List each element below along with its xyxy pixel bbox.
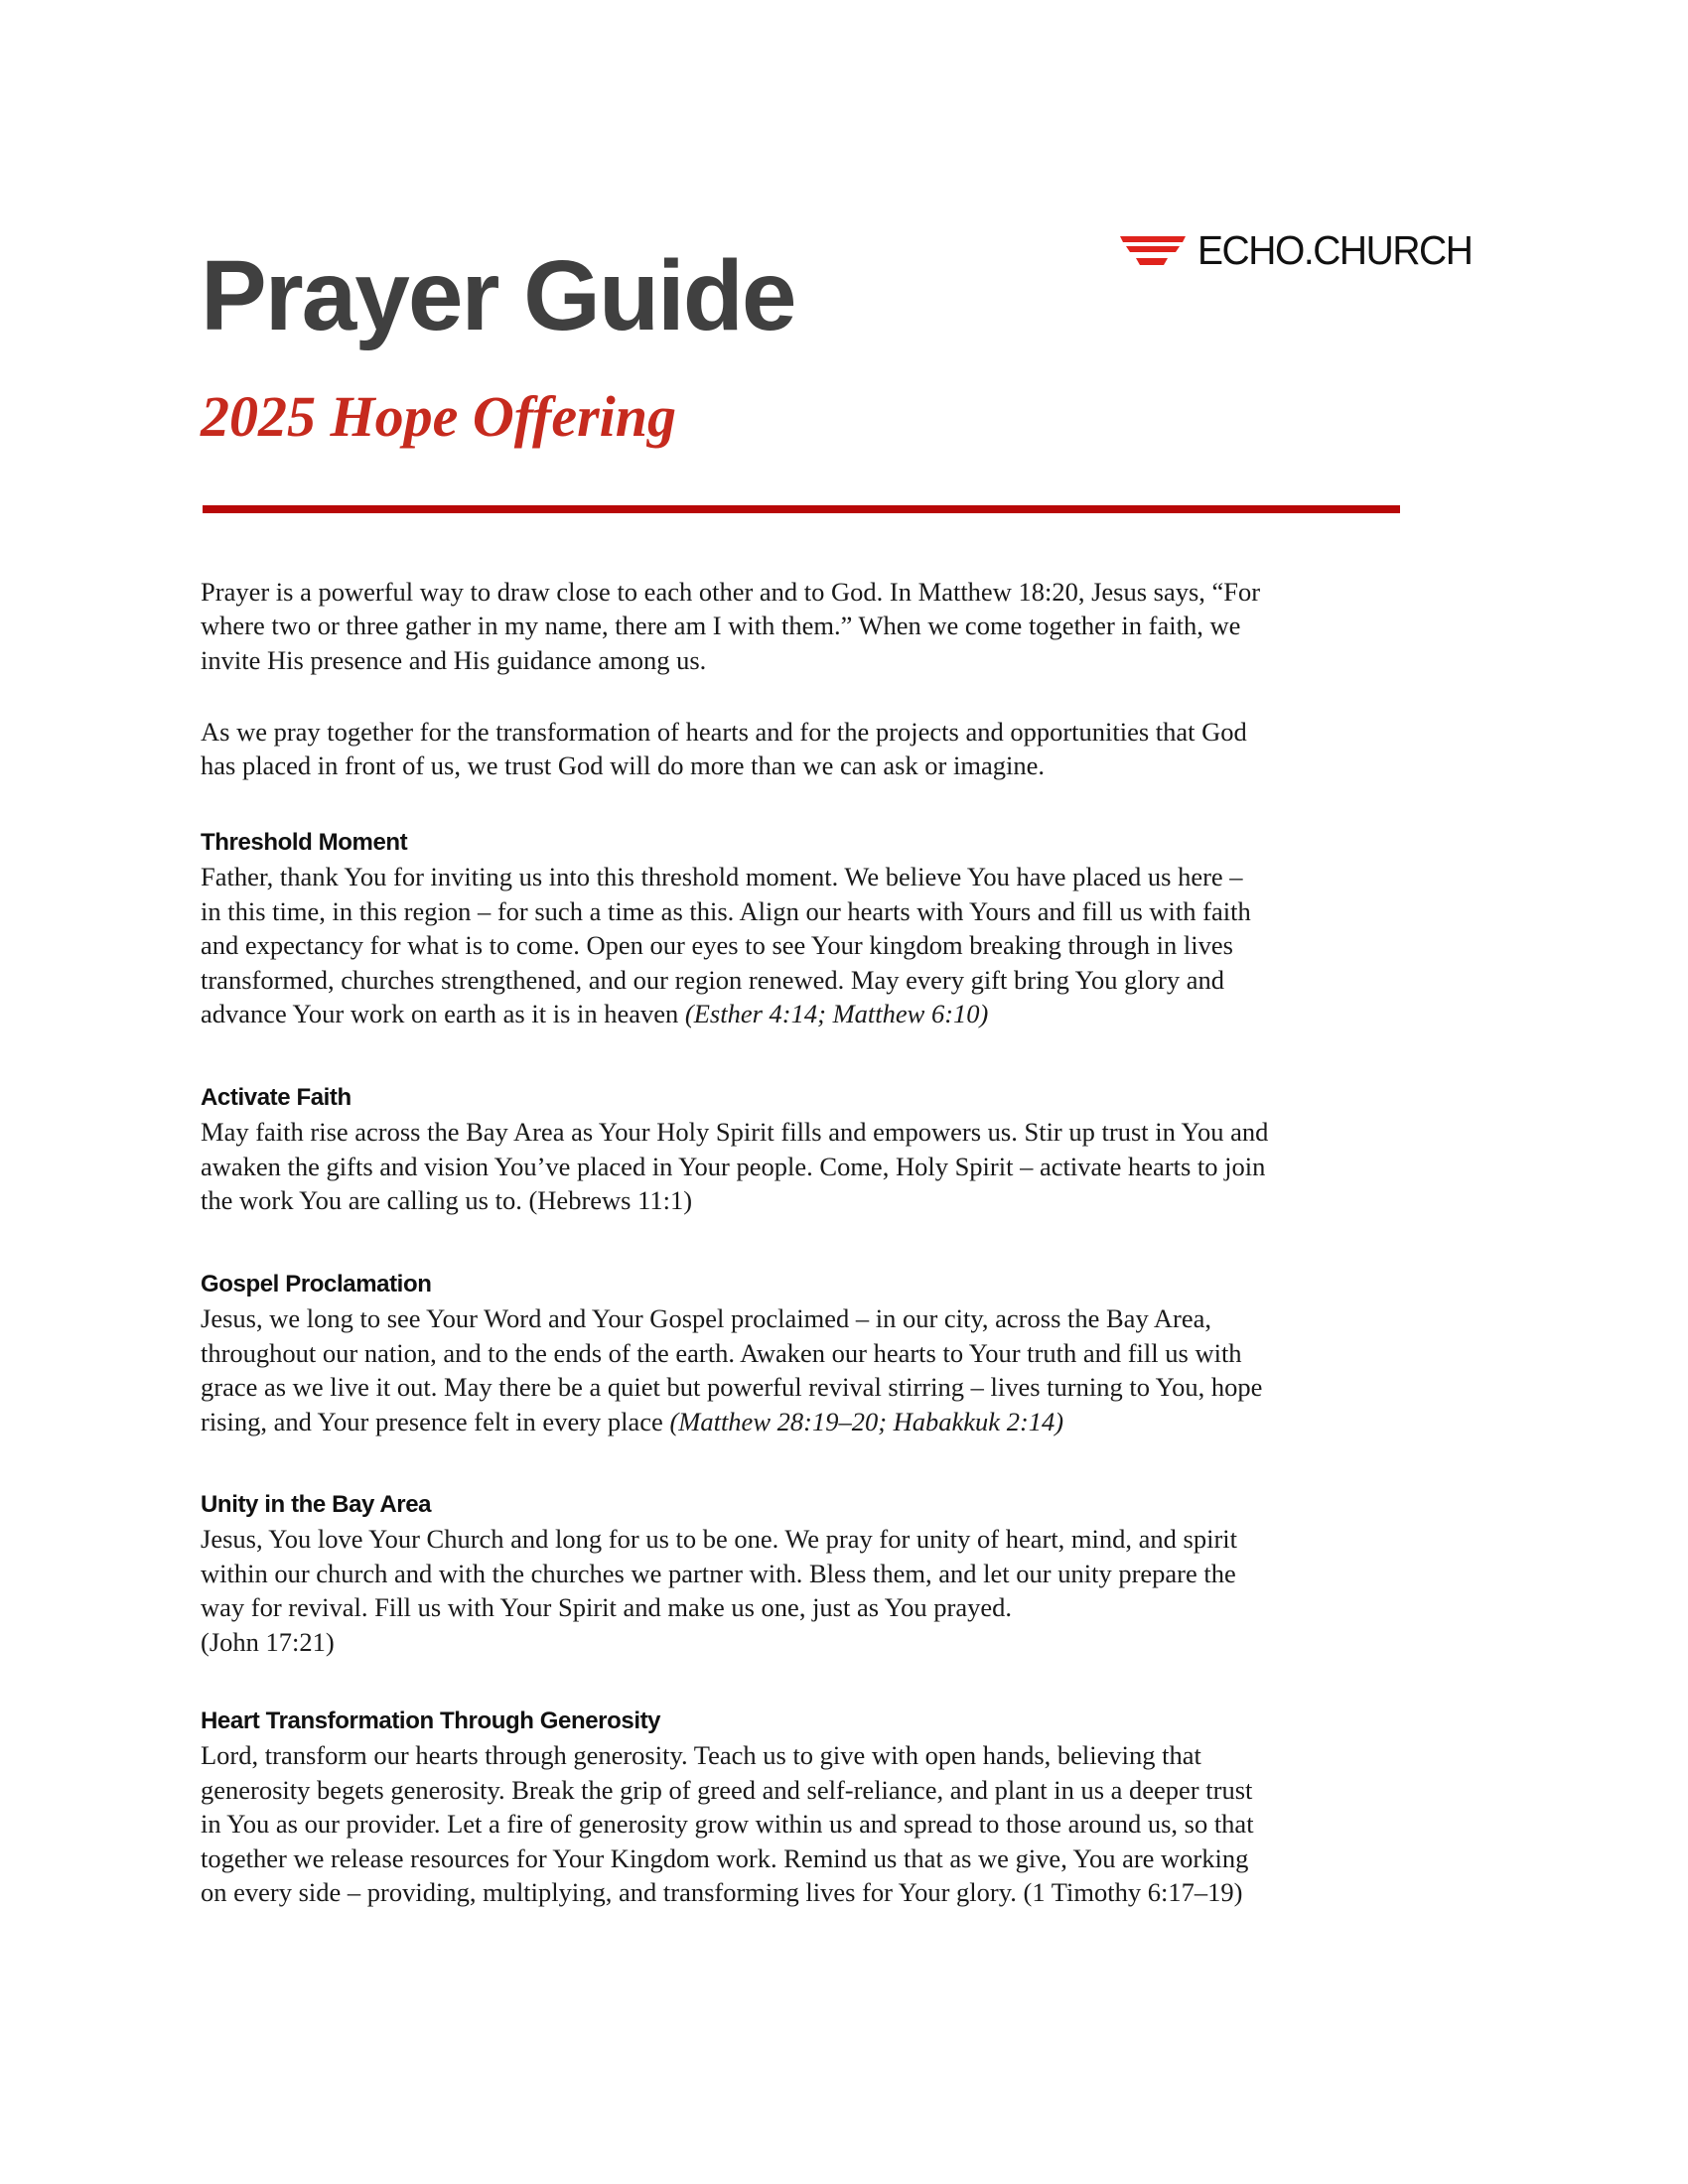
text-line: way for revival. Fill us with Your Spirit and make us one, just as You prayed. [201, 1592, 1013, 1623]
text-line [201, 997, 1491, 1030]
page-title: Prayer Guide [201, 240, 795, 351]
body-text: advance Your work on earth as it is in heaven [201, 999, 685, 1029]
section-heading: Heart Transformation Through Generosity [201, 1707, 661, 1734]
section-activate-faith [201, 1081, 1491, 1218]
text-line: in this time, in this region – for such a time as this. Align our hearts with Yours and fill us with faith [201, 895, 1251, 926]
text-line: on every side – providing, multiplying, and transforming lives for Your glory. (1 Timothy 6:17–19) [201, 1877, 1243, 1908]
text-line: in You as our provider. Let a fire of generosity grow within us and spread to those around us, so that [201, 1809, 1254, 1840]
text-line: where two or three gather in my name, there am I with them.” When we come together in faith, we [201, 611, 1241, 641]
text-line: Lord, transform our hearts through generosity. Teach us to give with open hands, believing that [201, 1740, 1201, 1771]
section-heading: Unity in the Bay Area [201, 1491, 432, 1518]
section-heading: Gospel Proclamation [201, 1271, 432, 1297]
section-unity-bay-area [201, 1488, 1491, 1659]
text-line: together we release resources for Your Kingdom work. Remind us that as we give, You are working [201, 1843, 1249, 1873]
section-threshold-moment [201, 826, 1491, 1030]
scripture-reference: (Esther 4:14; Matthew 6:10) [684, 999, 989, 1029]
text-line: invite His presence and His guidance among us. [201, 644, 707, 675]
section-heading: Activate Faith [201, 1084, 352, 1111]
section-heading: Threshold Moment [201, 829, 408, 856]
section-gospel-proclamation [201, 1268, 1491, 1438]
text-line: the work You are calling us to. (Hebrews 11:1) [201, 1185, 693, 1216]
echo-church-logo [1120, 228, 1486, 272]
text-line: awaken the gifts and vision You’ve placed in Your people. Come, Holy Spirit – activate hearts to join [201, 1151, 1266, 1181]
text-line: and expectancy for what is to come. Open our eyes to see Your kingdom breaking through in lives [201, 930, 1233, 961]
text-line: Jesus, we long to see Your Word and Your Gospel proclaimed – in our city, across the Bay Area, [201, 1303, 1211, 1334]
text-line: May faith rise across the Bay Area as Your Holy Spirit fills and empowers us. Stir up trust in You and [201, 1117, 1269, 1148]
text-line: has placed in front of us, we trust God will do more than we can ask or imagine. [201, 751, 1045, 781]
section-heart-transformation [201, 1705, 1491, 1909]
text-line: As we pray together for the transformation of hearts and for the projects and opportunities that God [201, 717, 1247, 747]
scripture-reference: (Matthew 28:19–20; Habakkuk 2:14) [669, 1406, 1064, 1436]
text-line: Jesus, You love Your Church and long for us to be one. We pray for unity of heart, mind, and spirit [201, 1524, 1238, 1555]
text-line: Prayer is a powerful way to draw close to each other and to God. In Matthew 18:20, Jesus says, “For [201, 577, 1261, 607]
text-line: Father, thank You for inviting us into this threshold moment. We believe You have placed us here – [201, 862, 1243, 892]
body-text: rising, and Your presence felt in every place [201, 1406, 670, 1436]
intro-paragraph-2 [201, 715, 1491, 783]
text-line: transformed, churches strengthened, and our region renewed. May every gift bring You glory and [201, 964, 1225, 995]
logo-text: ECHO.CHURCH [1197, 227, 1473, 273]
text-line: (John 17:21) [201, 1626, 335, 1657]
stripes-chevron-icon [1120, 232, 1186, 268]
intro-paragraph-1 [201, 575, 1491, 677]
page-subtitle: 2025 Hope Offering [201, 384, 677, 449]
text-line: throughout our nation, and to the ends of the earth. Awaken our hearts to Your truth and fill us with [201, 1337, 1242, 1368]
text-line: within our church and with the churches we partner with. Bless them, and let our unity prepare the [201, 1558, 1236, 1588]
text-line [201, 1405, 1491, 1438]
text-line: generosity begets generosity. Break the grip of greed and self-reliance, and plant in us a deeper trust [201, 1774, 1253, 1805]
text-line: grace as we live it out. May there be a quiet but powerful revival stirring – lives turning to You, hope [201, 1372, 1263, 1403]
title-divider [203, 505, 1400, 513]
